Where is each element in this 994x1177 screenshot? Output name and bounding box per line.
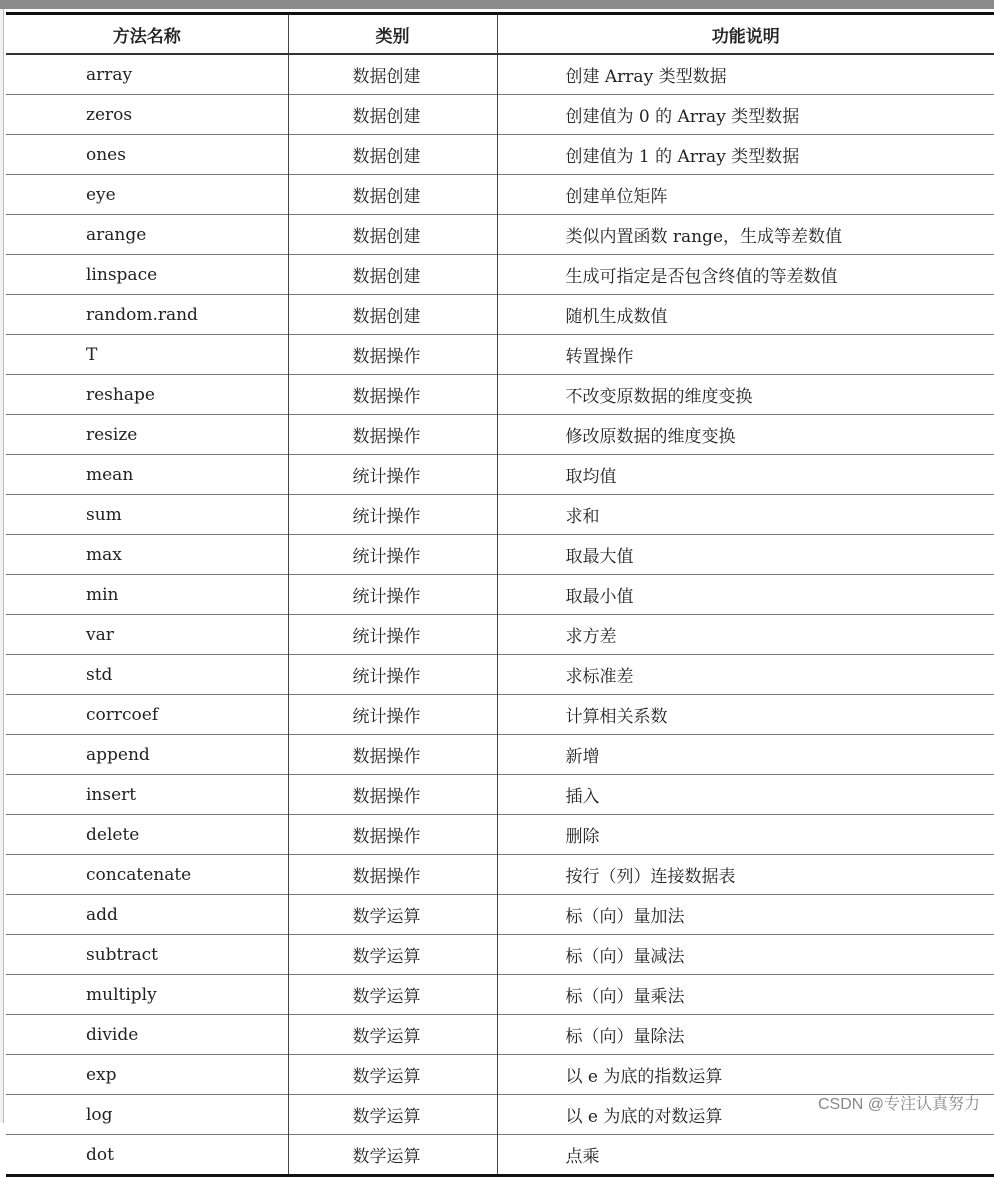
table-row <box>6 1135 994 1176</box>
cell-method-name: eye <box>6 175 288 215</box>
cell-method-name: resize <box>6 415 288 455</box>
table-row <box>6 1055 994 1095</box>
table-row <box>6 1015 994 1055</box>
page-edge <box>0 9 4 1123</box>
cell-method-name: var <box>6 615 288 655</box>
table-row <box>6 815 994 855</box>
numpy-methods-table <box>6 12 994 1177</box>
cell-category: 数据创建 <box>288 95 497 135</box>
cell-method-name: dot <box>6 1135 288 1176</box>
cell-category: 数据操作 <box>288 375 497 415</box>
cell-category: 数学运算 <box>288 1135 497 1176</box>
cell-category: 数据操作 <box>288 815 497 855</box>
cell-description: 随机生成数值 <box>497 295 994 335</box>
cell-description: 取最大值 <box>497 535 994 575</box>
cell-category: 数据创建 <box>288 54 497 95</box>
cell-category: 统计操作 <box>288 535 497 575</box>
cell-category: 数据操作 <box>288 335 497 375</box>
table-row <box>6 335 994 375</box>
cell-description: 以 e 为底的指数运算 <box>497 1055 994 1095</box>
cell-category: 数据创建 <box>288 255 497 295</box>
table-row <box>6 895 994 935</box>
cell-description: 取均值 <box>497 455 994 495</box>
cell-method-name: reshape <box>6 375 288 415</box>
table-row <box>6 735 994 775</box>
cell-method-name: linspace <box>6 255 288 295</box>
table-row <box>6 655 994 695</box>
cell-description: 插入 <box>497 775 994 815</box>
table-row <box>6 54 994 95</box>
cell-category: 数学运算 <box>288 895 497 935</box>
cell-method-name: exp <box>6 1055 288 1095</box>
cell-description: 求标准差 <box>497 655 994 695</box>
cell-category: 数据创建 <box>288 215 497 255</box>
cell-method-name: mean <box>6 455 288 495</box>
cell-method-name: min <box>6 575 288 615</box>
cell-category: 数学运算 <box>288 1055 497 1095</box>
cell-method-name: divide <box>6 1015 288 1055</box>
table-row <box>6 215 994 255</box>
cell-method-name: arange <box>6 215 288 255</box>
cell-method-name: insert <box>6 775 288 815</box>
cell-description: 求方差 <box>497 615 994 655</box>
cell-method-name: sum <box>6 495 288 535</box>
table-row <box>6 135 994 175</box>
cell-category: 数学运算 <box>288 1015 497 1055</box>
cell-description: 标（向）量除法 <box>497 1015 994 1055</box>
cell-category: 数据操作 <box>288 735 497 775</box>
cell-method-name: array <box>6 54 288 95</box>
cell-description: 标（向）量减法 <box>497 935 994 975</box>
table-row <box>6 455 994 495</box>
cell-method-name: log <box>6 1095 288 1135</box>
cell-description: 创建值为 1 的 Array 类型数据 <box>497 135 994 175</box>
cell-method-name: T <box>6 335 288 375</box>
cell-description: 新增 <box>497 735 994 775</box>
cell-category: 统计操作 <box>288 495 497 535</box>
header-category: 类别 <box>288 14 497 55</box>
table-row <box>6 95 994 135</box>
cell-method-name: max <box>6 535 288 575</box>
cell-method-name: concatenate <box>6 855 288 895</box>
cell-method-name: append <box>6 735 288 775</box>
cell-method-name: subtract <box>6 935 288 975</box>
cell-method-name: corrcoef <box>6 695 288 735</box>
cell-category: 统计操作 <box>288 695 497 735</box>
cell-description: 计算相关系数 <box>497 695 994 735</box>
cell-category: 数据操作 <box>288 415 497 455</box>
cell-method-name: std <box>6 655 288 695</box>
watermark: CSDN @专注认真努力 <box>817 1096 980 1113</box>
table-row <box>6 295 994 335</box>
cell-method-name: random.rand <box>6 295 288 335</box>
cell-method-name: add <box>6 895 288 935</box>
cell-description: 不改变原数据的维度变换 <box>497 375 994 415</box>
cell-description: 取最小值 <box>497 575 994 615</box>
cell-description: 点乘 <box>497 1135 994 1176</box>
table-row <box>6 775 994 815</box>
table-row <box>6 255 994 295</box>
table-header-row <box>6 14 994 55</box>
cell-description: 创建单位矩阵 <box>497 175 994 215</box>
table-row <box>6 415 994 455</box>
table-row <box>6 495 994 535</box>
header-method-name: 方法名称 <box>112 26 181 47</box>
cell-method-name: ones <box>6 135 288 175</box>
cell-description: 修改原数据的维度变换 <box>497 415 994 455</box>
cell-category: 数据创建 <box>288 135 497 175</box>
cell-category: 数据创建 <box>288 175 497 215</box>
cell-category: 数学运算 <box>288 935 497 975</box>
cell-category: 数据操作 <box>288 775 497 815</box>
cell-category: 数据操作 <box>288 855 497 895</box>
cell-description: 标（向）量加法 <box>497 895 994 935</box>
cropped-header-band <box>0 0 994 9</box>
cell-category: 统计操作 <box>288 575 497 615</box>
cell-description: 删除 <box>497 815 994 855</box>
cell-category: 统计操作 <box>288 615 497 655</box>
cell-category: 数学运算 <box>288 1095 497 1135</box>
cell-category: 统计操作 <box>288 455 497 495</box>
cell-description: 按行（列）连接数据表 <box>497 855 994 895</box>
table-row <box>6 975 994 1015</box>
cell-method-name: multiply <box>6 975 288 1015</box>
cell-description: 标（向）量乘法 <box>497 975 994 1015</box>
cell-method-name: zeros <box>6 95 288 135</box>
cell-category: 统计操作 <box>288 655 497 695</box>
table-row <box>6 535 994 575</box>
cell-category: 数学运算 <box>288 975 497 1015</box>
table-row <box>6 175 994 215</box>
cell-description: 创建 Array 类型数据 <box>497 54 994 95</box>
table-row <box>6 695 994 735</box>
table-row <box>6 375 994 415</box>
cell-description: 类似内置函数 range，生成等差数值 <box>497 215 994 255</box>
table-row <box>6 575 994 615</box>
table-row <box>6 615 994 655</box>
cell-description: 以 e 为底的对数运算 <box>497 1095 994 1135</box>
cell-method-name: delete <box>6 815 288 855</box>
cell-category: 数据创建 <box>288 295 497 335</box>
cell-description: 转置操作 <box>497 335 994 375</box>
table-row <box>6 935 994 975</box>
cell-description: 生成可指定是否包含终值的等差数值 <box>497 255 994 295</box>
cell-description: 创建值为 0 的 Array 类型数据 <box>497 95 994 135</box>
header-description: 功能说明 <box>497 14 994 55</box>
table-row <box>6 855 994 895</box>
cell-description: 求和 <box>497 495 994 535</box>
